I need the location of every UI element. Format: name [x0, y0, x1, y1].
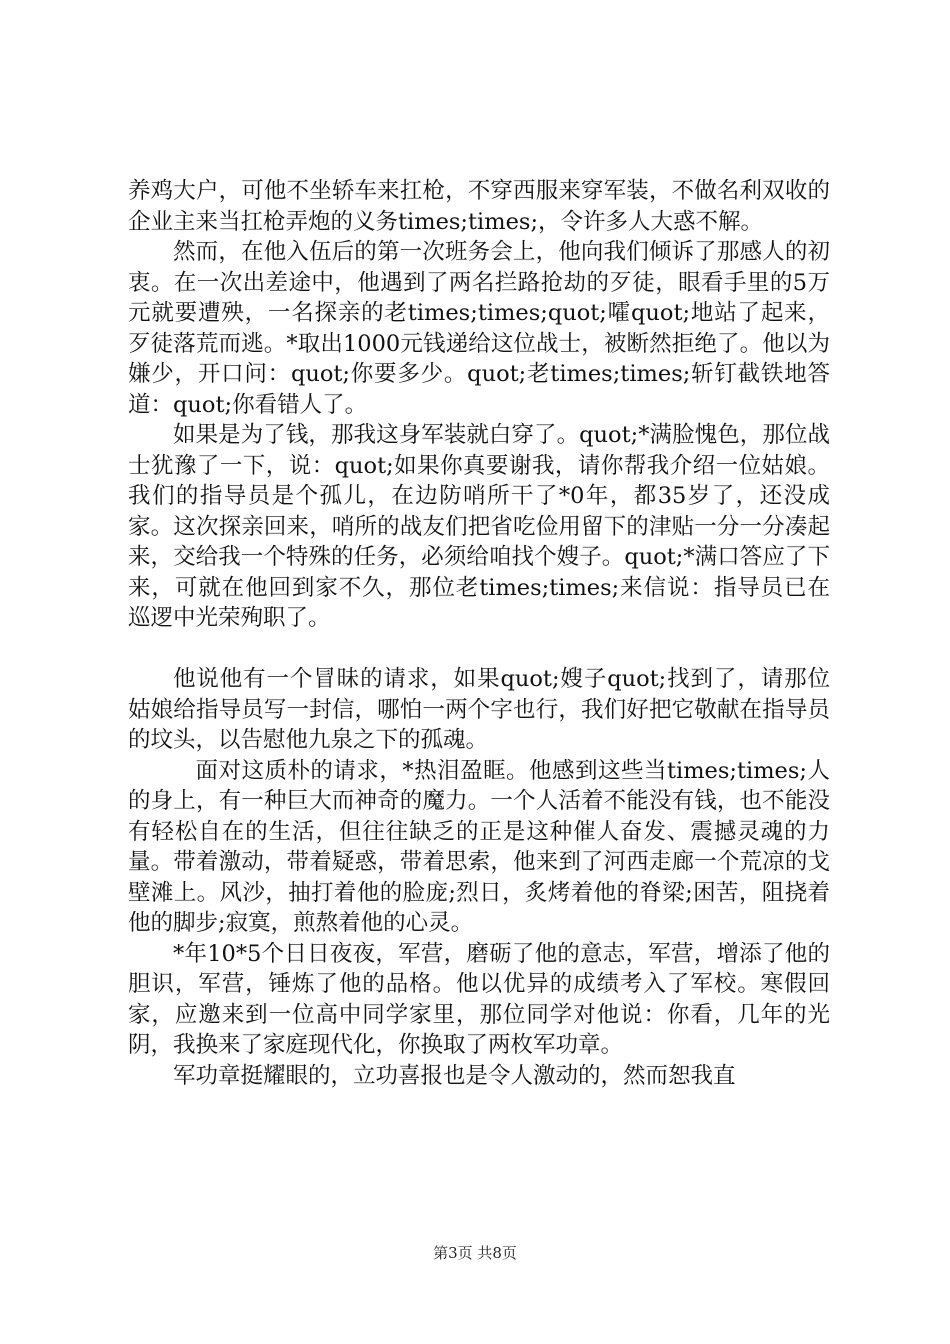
paragraph-4: 他说他有一个冒昧的请求，如果quot;嫂子quot;找到了，请那位姑娘给指导员写一封信，哪怕一两个字也行，我们好把它敬献在指导员的坟头，以告慰他九泉之下的孤魂。	[128, 666, 830, 753]
page-number-label: 第3页 共8页	[433, 1244, 517, 1262]
paragraph-1: 养鸡大户，可他不坐轿车来扛枪，不穿西服来穿军装，不做名利双收的企业主来当扛枪弄炮的义务times;times;，令许多人大惑不解。	[128, 178, 830, 235]
paragraph-2: 然而，在他入伍后的第一次班务会上，他向我们倾诉了那感人的初衷。在一次出差途中，他遇到了两名拦路抢劫的歹徒，眼看手里的5万元就要遭殃，一名探亲的老times;times;quot;嚯quot;地站了起来，歹徒落荒而逃。*取出1000元钱递给这位战士，被断然拒绝了。他以为嫌少，开口问：quot;你要多少。quot;老times;times;斩钉截铁地答道：quot;你看错人了。	[128, 239, 830, 418]
paragraph-gap	[128, 634, 830, 665]
paragraph-3: 如果是为了钱，那我这身军装就白穿了。quot;*满脸愧色，那位战士犹豫了一下，说：quot;如果你真要谢我，请你帮我介绍一位姑娘。我们的指导员是个孤儿，在边防哨所干了*0年，都35岁了，还没成家。这次探亲回来，哨所的战友们把省吃俭用留下的津贴一分一分凑起来，交给我一个特殊的任务，必须给咱找个嫂子。quot;*满口答应了下来，可就在他回到家不久，那位老times;times;来信说：指导员已在巡逻中光荣殉职了。	[128, 422, 830, 631]
document-body	[128, 176, 830, 1091]
paragraph-6: *年10*5个日日夜夜，军营，磨砺了他的意志，军营，增添了他的胆识，军营，锤炼了他的品格。他以优异的成绩考入了军校。寒假回家，应邀来到一位高中同学家里，那位同学对他说：你看，几年的光阴，我换来了家庭现代化，你换取了两枚军功章。	[128, 940, 830, 1058]
page-footer	[0, 1243, 950, 1263]
paragraph-5: 面对这质朴的请求，*热泪盈眶。他感到这些当times;times;人的身上，有一种巨大而神奇的魔力。一个人活着不能没有钱，也不能没有轻松自在的生活，但往往缺乏的正是这种催人奋发、震撼灵魂的力量。带着激动，带着疑惑，带着思索，他来到了河西走廊一个荒凉的戈壁滩上。风沙，抽打着他的脸庞;烈日，炙烤着他的脊梁;困苦，阻挠着他的脚步;寂寞，煎熬着他的心灵。	[128, 757, 830, 936]
paragraph-7: 军功章挺耀眼的，立功喜报也是令人激动的，然而恕我直	[173, 1062, 736, 1089]
